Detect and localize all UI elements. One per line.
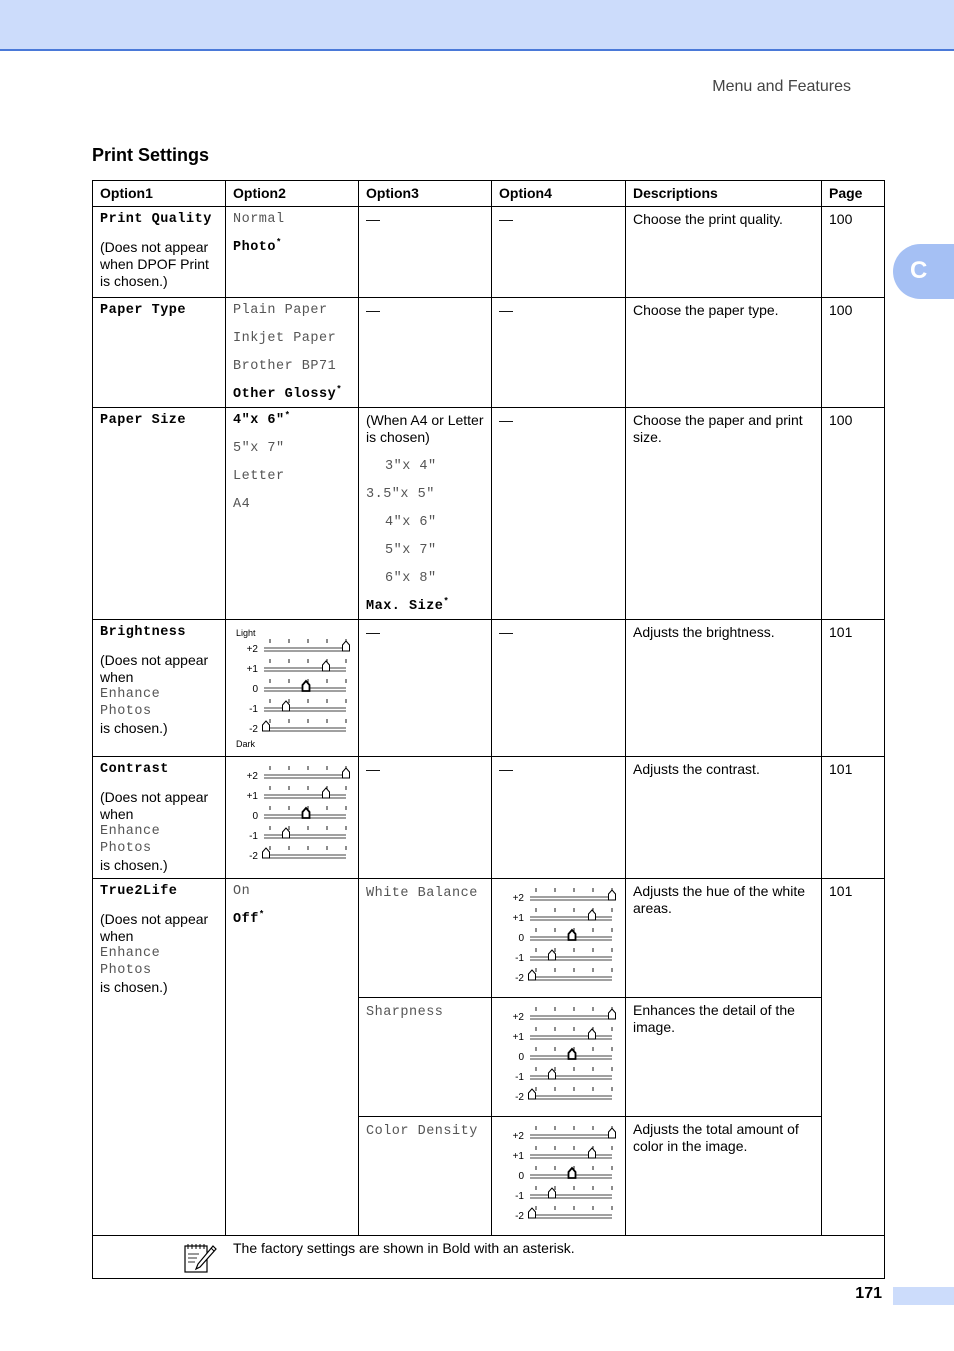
cell-description: Adjusts the brightness. bbox=[626, 620, 822, 757]
sub-setting-name: Color Density bbox=[366, 1124, 478, 1139]
cell-description: Choose the paper and print size. bbox=[626, 408, 822, 620]
default-asterisk: * bbox=[284, 410, 291, 421]
option-label: Max. Size bbox=[366, 599, 444, 614]
default-asterisk: * bbox=[336, 384, 343, 395]
scale-level-label: -1 bbox=[249, 704, 258, 715]
scale-marker bbox=[283, 828, 290, 838]
cell-option2 bbox=[226, 298, 359, 408]
scale-level-label: 0 bbox=[518, 1171, 524, 1182]
cell-page: 100 bbox=[822, 298, 885, 408]
note-cell bbox=[93, 1236, 885, 1279]
scale-level-label: +1 bbox=[512, 913, 524, 924]
scale-marker bbox=[589, 1029, 596, 1039]
page-number: 171 bbox=[855, 1285, 882, 1302]
scale-marker bbox=[569, 1049, 576, 1059]
scale-marker bbox=[569, 1168, 576, 1178]
option-value: 5"x 7" bbox=[385, 543, 437, 558]
print-settings-table bbox=[92, 180, 885, 1279]
cell-option3: — bbox=[359, 757, 492, 879]
cell-option2 bbox=[226, 408, 359, 620]
contrast-scale-graphic bbox=[230, 761, 354, 867]
scale-marker bbox=[529, 1208, 536, 1218]
scale-level-label: +1 bbox=[246, 664, 258, 675]
header-page: Page bbox=[822, 181, 885, 207]
scale-marker bbox=[303, 681, 310, 691]
chapter-tab-letter: C bbox=[910, 257, 928, 284]
option-value: On bbox=[233, 884, 251, 899]
cell-option4: — bbox=[492, 207, 626, 298]
setting-note-mode: Enhance Photos bbox=[100, 824, 161, 856]
setting-name: Paper Type bbox=[100, 303, 187, 318]
option-value: 5"x 7" bbox=[233, 441, 285, 456]
cell-description: Choose the print quality. bbox=[626, 207, 822, 298]
setting-note-mode: Enhance Photos bbox=[100, 946, 161, 978]
chapter-tab bbox=[893, 244, 954, 299]
scale-level-label: +1 bbox=[246, 791, 258, 802]
setting-note: (Does not appear when DPOF Print is chosen.) bbox=[100, 239, 209, 289]
sub-setting-name: Sharpness bbox=[366, 1005, 444, 1020]
option-label: Photo bbox=[233, 240, 277, 255]
cell-option1 bbox=[93, 298, 226, 408]
scale-level-label: +2 bbox=[512, 1012, 524, 1023]
scale-level-label: -2 bbox=[515, 973, 524, 984]
scale-level-label: +1 bbox=[512, 1032, 524, 1043]
scale-level-label: 0 bbox=[518, 933, 524, 944]
setting-name: True2Life bbox=[100, 884, 178, 899]
cell-option4: — bbox=[492, 757, 626, 879]
option-value: Letter bbox=[233, 469, 285, 484]
cell-option1 bbox=[93, 757, 226, 879]
scale-top-label: Light bbox=[236, 628, 256, 638]
scale-level-label: +2 bbox=[246, 771, 258, 782]
cell-option3: — bbox=[359, 207, 492, 298]
top-banner bbox=[0, 0, 954, 51]
cell-page: 101 bbox=[822, 879, 885, 1236]
scale-level-label: +1 bbox=[512, 1151, 524, 1162]
option-value-default bbox=[233, 911, 352, 928]
sub-setting-name: White Balance bbox=[366, 886, 478, 901]
cell-option2 bbox=[226, 620, 359, 757]
table-row bbox=[93, 298, 885, 408]
scale-level-label: 0 bbox=[252, 811, 258, 822]
scale-marker bbox=[529, 970, 536, 980]
cell-page: 100 bbox=[822, 207, 885, 298]
scale-level-label: -2 bbox=[515, 1211, 524, 1222]
scale-marker bbox=[569, 930, 576, 940]
cell-option4: — bbox=[492, 408, 626, 620]
running-header: Menu and Features bbox=[712, 78, 851, 95]
table-row bbox=[93, 879, 885, 998]
option-value: Normal bbox=[233, 212, 285, 227]
table-row bbox=[93, 620, 885, 757]
scale-marker bbox=[589, 910, 596, 920]
header-option2: Option2 bbox=[226, 181, 359, 207]
setting-note: (Does not appear when bbox=[100, 652, 209, 685]
color-density-scale-graphic bbox=[496, 1121, 620, 1227]
setting-name: Paper Size bbox=[100, 413, 187, 428]
scale-marker bbox=[283, 701, 290, 711]
setting-name: Print Quality bbox=[100, 212, 212, 227]
option-value: 3"x 4" bbox=[385, 459, 437, 474]
cell-option1 bbox=[93, 408, 226, 620]
scale-level-label: -1 bbox=[249, 831, 258, 842]
cell-option1 bbox=[93, 207, 226, 298]
option-label: Off bbox=[233, 912, 259, 927]
option-note: (When A4 or Letter is chosen) bbox=[366, 412, 484, 445]
cell-description: Choose the paper type. bbox=[626, 298, 822, 408]
option-label: 4"x 6" bbox=[233, 413, 285, 428]
scale-marker bbox=[609, 890, 616, 900]
cell-option4: — bbox=[492, 298, 626, 408]
table-row bbox=[93, 408, 885, 620]
header-option3: Option3 bbox=[359, 181, 492, 207]
page-number-bar bbox=[893, 1287, 954, 1305]
cell-page: 101 bbox=[822, 757, 885, 879]
setting-note: is chosen.) bbox=[100, 720, 168, 736]
default-asterisk: * bbox=[276, 237, 282, 248]
scale-marker bbox=[609, 1128, 616, 1138]
scale-level-label: +2 bbox=[246, 644, 258, 655]
header-option1: Option1 bbox=[93, 181, 226, 207]
option-value-default bbox=[233, 239, 352, 256]
cell-description: Adjusts the hue of the white areas. bbox=[626, 879, 822, 998]
white-balance-scale-graphic bbox=[496, 883, 620, 989]
cell-option4 bbox=[492, 879, 626, 998]
scale-marker bbox=[303, 808, 310, 818]
option-value: Brother BP71 bbox=[233, 359, 337, 374]
scale-marker bbox=[343, 641, 350, 651]
option-value-default bbox=[233, 386, 352, 403]
cell-option1 bbox=[93, 620, 226, 757]
cell-option2 bbox=[226, 757, 359, 879]
cell-option2 bbox=[226, 879, 359, 1236]
scale-marker bbox=[549, 1188, 556, 1198]
cell-option3: — bbox=[359, 298, 492, 408]
option-value: 3.5"x 5" bbox=[366, 487, 435, 502]
brightness-scale-graphic bbox=[230, 624, 354, 748]
scale-level-label: +2 bbox=[512, 893, 524, 904]
scale-marker bbox=[343, 768, 350, 778]
scale-level-label: -1 bbox=[515, 1072, 524, 1083]
cell-option4 bbox=[492, 1117, 626, 1236]
option-value: 4"x 6" bbox=[385, 515, 437, 530]
setting-note: (Does not appear when bbox=[100, 789, 209, 822]
cell-description: Enhances the detail of the image. bbox=[626, 998, 822, 1117]
table-row bbox=[93, 757, 885, 879]
table-row bbox=[93, 207, 885, 298]
note-row bbox=[93, 1236, 885, 1279]
header-option4: Option4 bbox=[492, 181, 626, 207]
setting-note: (Does not appear when bbox=[100, 911, 209, 944]
default-asterisk: * bbox=[443, 596, 450, 607]
scale-level-label: 0 bbox=[252, 684, 258, 695]
cell-option1 bbox=[93, 879, 226, 1236]
setting-note-mode: Enhance Photos bbox=[100, 687, 161, 719]
setting-name: Contrast bbox=[100, 762, 169, 777]
option-value: Plain Paper bbox=[233, 303, 328, 318]
cell-option3 bbox=[359, 408, 492, 620]
cell-option3 bbox=[359, 879, 492, 998]
option-value: A4 bbox=[233, 497, 251, 512]
scale-marker bbox=[529, 1089, 536, 1099]
cell-option3 bbox=[359, 998, 492, 1117]
cell-option4 bbox=[492, 998, 626, 1117]
header-descriptions: Descriptions bbox=[626, 181, 822, 207]
scale-marker bbox=[323, 788, 330, 798]
option-label: Other Glossy bbox=[233, 387, 337, 402]
setting-note: is chosen.) bbox=[100, 979, 168, 995]
scale-level-label: -2 bbox=[249, 851, 258, 862]
cell-page: 101 bbox=[822, 620, 885, 757]
cell-option3 bbox=[359, 1117, 492, 1236]
scale-level-label: -1 bbox=[515, 1191, 524, 1202]
scale-level-label: -1 bbox=[515, 953, 524, 964]
scale-level-label: -2 bbox=[249, 724, 258, 735]
scale-marker bbox=[263, 848, 270, 858]
cell-description: Adjusts the total amount of color in the image. bbox=[626, 1117, 822, 1236]
option-value-default bbox=[366, 598, 485, 615]
scale-bottom-label: Dark bbox=[236, 739, 256, 748]
cell-description: Adjusts the contrast. bbox=[626, 757, 822, 879]
cell-option2 bbox=[226, 207, 359, 298]
note-text: The factory settings are shown in Bold with an asterisk. bbox=[233, 1240, 575, 1256]
scale-marker bbox=[323, 661, 330, 671]
scale-marker bbox=[589, 1148, 596, 1158]
option-value: 6"x 8" bbox=[385, 571, 437, 586]
default-asterisk: * bbox=[258, 909, 265, 920]
table-header-row bbox=[93, 181, 885, 207]
scale-level-label: 0 bbox=[518, 1052, 524, 1063]
cell-option3: — bbox=[359, 620, 492, 757]
option-value: Inkjet Paper bbox=[233, 331, 337, 346]
setting-name: Brightness bbox=[100, 625, 187, 640]
scale-level-label: +2 bbox=[512, 1131, 524, 1142]
setting-note: is chosen.) bbox=[100, 857, 168, 873]
note-pencil-icon bbox=[183, 1242, 217, 1274]
cell-option4: — bbox=[492, 620, 626, 757]
scale-level-label: -2 bbox=[515, 1092, 524, 1103]
scale-marker bbox=[549, 950, 556, 960]
cell-page: 100 bbox=[822, 408, 885, 620]
scale-marker bbox=[609, 1009, 616, 1019]
scale-marker bbox=[263, 721, 270, 731]
option-value-default bbox=[233, 412, 352, 429]
scale-marker bbox=[549, 1069, 556, 1079]
section-title: Print Settings bbox=[92, 145, 210, 165]
sharpness-scale-graphic bbox=[496, 1002, 620, 1108]
